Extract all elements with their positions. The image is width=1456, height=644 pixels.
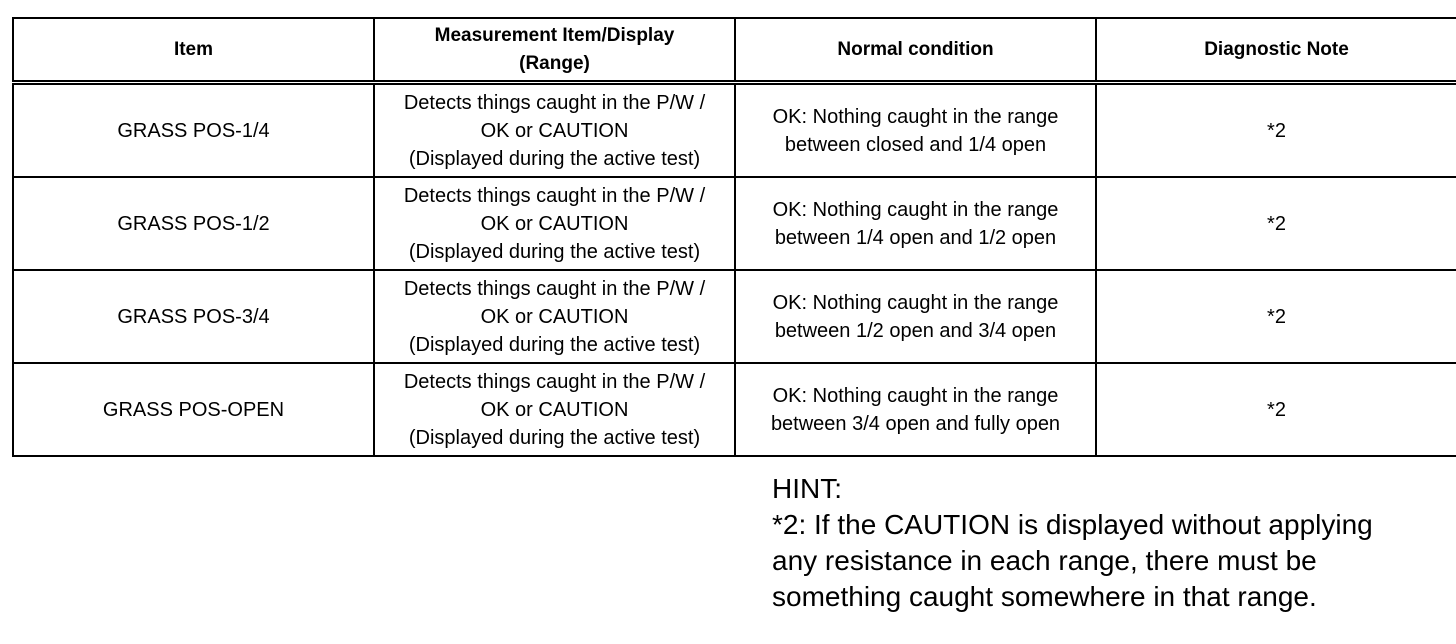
cell-diagnostic-note: *2 (1096, 363, 1456, 456)
normal-line1: OK: Nothing caught in the range (772, 105, 1059, 128)
measurement-line2: OK or CAUTION (480, 212, 629, 235)
normal-line2: between closed and 1/4 open (784, 133, 1047, 156)
cell-normal-condition (735, 270, 1096, 363)
measurement-line1: Detects things caught in the P/W / (403, 91, 706, 114)
cell-measurement (374, 270, 735, 363)
cell-diagnostic-note: *2 (1096, 270, 1456, 363)
normal-line1: OK: Nothing caught in the range (772, 198, 1059, 221)
header-normal-condition: Normal condition (735, 18, 1096, 83)
table-row (13, 83, 1456, 178)
cell-normal-condition (735, 363, 1096, 456)
header-measurement (374, 18, 735, 83)
normal-line2: between 3/4 open and fully open (770, 412, 1061, 435)
measurement-line2: OK or CAUTION (480, 119, 629, 142)
header-measurement-line2: (Range) (519, 52, 590, 74)
cell-measurement (374, 177, 735, 270)
normal-line1: OK: Nothing caught in the range (772, 291, 1059, 314)
cell-diagnostic-note: *2 (1096, 177, 1456, 270)
table-row (13, 363, 1456, 456)
hint-note (772, 471, 1373, 615)
cell-measurement (374, 83, 735, 178)
measurement-line2: OK or CAUTION (480, 305, 629, 328)
normal-line2: between 1/4 open and 1/2 open (774, 226, 1057, 249)
header-diagnostic-note: Diagnostic Note (1096, 18, 1456, 83)
measurement-line1: Detects things caught in the P/W / (403, 277, 706, 300)
header-row (13, 18, 1456, 83)
measurement-line1: Detects things caught in the P/W / (403, 370, 706, 393)
normal-line1: OK: Nothing caught in the range (772, 384, 1059, 407)
hint-line1: *2: If the CAUTION is displayed without applying (772, 509, 1373, 540)
header-measurement-line1: Measurement Item/Display (434, 24, 675, 46)
cell-normal-condition (735, 177, 1096, 270)
diagnostic-table (12, 17, 1456, 457)
measurement-line1: Detects things caught in the P/W / (403, 184, 706, 207)
cell-diagnostic-note: *2 (1096, 83, 1456, 178)
cell-item: GRASS POS-OPEN (13, 363, 374, 456)
measurement-line3: (Displayed during the active test) (408, 333, 701, 356)
measurement-line3: (Displayed during the active test) (408, 426, 701, 449)
cell-item: GRASS POS-3/4 (13, 270, 374, 363)
hint-line3: something caught somewhere in that range. (772, 581, 1317, 612)
normal-line2: between 1/2 open and 3/4 open (774, 319, 1057, 342)
measurement-line2: OK or CAUTION (480, 398, 629, 421)
cell-item: GRASS POS-1/4 (13, 83, 374, 178)
table-body (13, 83, 1456, 457)
table-header (13, 18, 1456, 83)
measurement-line3: (Displayed during the active test) (408, 147, 701, 170)
table-row (13, 177, 1456, 270)
measurement-line3: (Displayed during the active test) (408, 240, 701, 263)
hint-line2: any resistance in each range, there must be (772, 545, 1317, 576)
cell-normal-condition (735, 83, 1096, 178)
cell-measurement (374, 363, 735, 456)
table-row (13, 270, 1456, 363)
header-item: Item (13, 18, 374, 83)
hint-title: HINT: (772, 473, 842, 504)
cell-item: GRASS POS-1/2 (13, 177, 374, 270)
